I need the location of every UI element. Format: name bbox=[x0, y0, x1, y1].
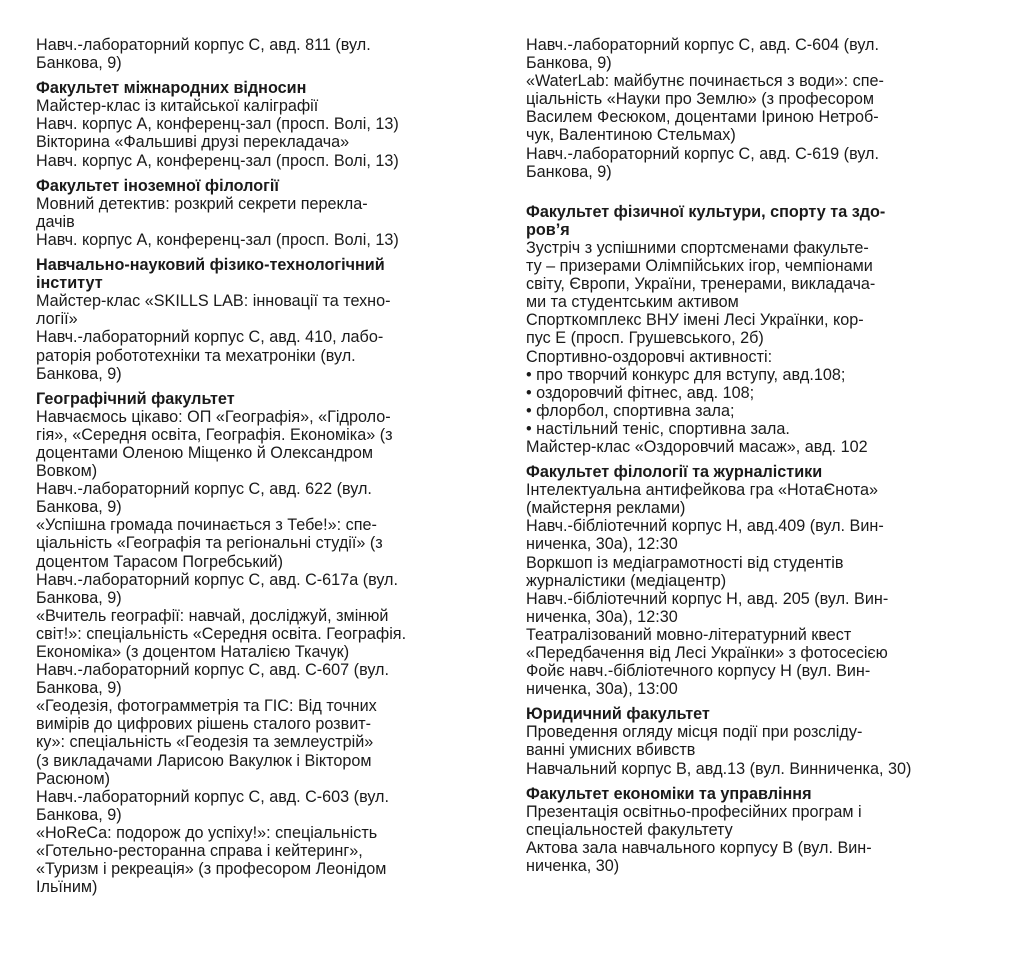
text-line: логії» bbox=[36, 310, 78, 329]
text-line: Навч.-лабораторний корпус С, авд. С-619 (вул. bbox=[526, 144, 880, 163]
section-heading: Факультет міжнародних відносин bbox=[36, 79, 307, 98]
text-line: Вікторина «Фальшиві друзі перекладача» bbox=[36, 133, 350, 152]
text-line: Банкова, 9) bbox=[526, 54, 612, 73]
section-block bbox=[36, 36, 504, 72]
text-line: чук, Валентиною Стельмах) bbox=[526, 126, 736, 145]
text-line: • флорбол, спортивна зала; bbox=[526, 401, 735, 420]
text-line: ниченка, 30а), 12:30 bbox=[526, 535, 678, 554]
text-line: Навчаємось цікаво: ОП «Географія», «Гідроло- bbox=[36, 407, 391, 426]
text-line: Василем Фесюком, доцентами Іриною Нетроб- bbox=[526, 108, 879, 127]
text-line: Навч.-лабораторний корпус С, авд. С-604 (вул. bbox=[526, 36, 880, 54]
section-heading: Навчально-науковий фізико-технологічний bbox=[36, 256, 385, 275]
text-line: «Передбачення від Лесі Українки» з фотосесією bbox=[526, 644, 888, 662]
section-heading: Географічний факультет bbox=[36, 389, 235, 408]
text-line: ціальність «Географія та регіональні студії» (з bbox=[36, 534, 383, 553]
text-line: «Готельно-ресторанна справа і кейтеринг», bbox=[36, 842, 363, 861]
text-line: Банкова, 9) bbox=[36, 498, 122, 517]
text-line: «HoReCa: подорож до успіху!»: спеціальність bbox=[36, 823, 378, 842]
text-line: світу, Європи, України, тренерами, викладача- bbox=[526, 275, 876, 294]
text-line: (з викладачами Ларисою Вакулюк і Віктором bbox=[36, 751, 372, 770]
text-line: Навчальний корпус В, авд.13 (вул. Винниченка, 30) bbox=[526, 759, 912, 778]
text-line: гія», «Середня освіта, Географія. Економіка» (з bbox=[36, 425, 393, 444]
text-line: ціальність «Науки про Землю» (з професором bbox=[526, 90, 875, 109]
section-heading: Юридичний факультет bbox=[526, 705, 710, 724]
text-line: ниченка, 30) bbox=[526, 857, 620, 876]
section-block bbox=[526, 36, 994, 181]
text-line: Проведення огляду місця події при розсліду- bbox=[526, 723, 863, 742]
text-line: Навч.-бібліотечний корпус Н, авд.409 (вул. Вин- bbox=[526, 517, 884, 536]
text-line: Зустріч з успішними спортсменами факульте- bbox=[526, 238, 869, 257]
section-heading: Факультет фізичної культури, спорту та здо- bbox=[526, 202, 886, 221]
section-block bbox=[36, 390, 504, 897]
text-line: Інтелектуальна антифейкова гра «НотаЄнота» bbox=[526, 481, 879, 500]
text-line: дачів bbox=[36, 212, 75, 231]
text-line: ниченка, 30а), 12:30 bbox=[526, 607, 678, 626]
text-line: Навч.-лабораторний корпус С, авд. 811 (вул. bbox=[36, 36, 371, 54]
text-line: ми та студентським активом bbox=[526, 293, 739, 312]
text-line: Навч. корпус А, конференц-зал (просп. Волі, 13) bbox=[36, 151, 399, 170]
text-line: пус Е (просп. Грушевського, 2б) bbox=[526, 329, 764, 348]
text-line: Навч. корпус А, конференц-зал (просп. Волі, 13) bbox=[36, 230, 399, 249]
text-line: вимірів до цифрових рішень сталого розвит- bbox=[36, 715, 372, 734]
text-line: Банкова, 9) bbox=[36, 54, 122, 73]
section-heading: Факультет філології та журналістики bbox=[526, 463, 823, 482]
text-line: Вовком) bbox=[36, 462, 98, 481]
text-line: «Геодезія, фотограмметрія та ГІС: Від точних bbox=[36, 697, 377, 716]
text-line: Спорткомплекс ВНУ імені Лесі Українки, кор- bbox=[526, 311, 864, 330]
right-column bbox=[526, 36, 994, 882]
section-block bbox=[36, 177, 504, 249]
text-line: Навч.-бібліотечний корпус Н, авд. 205 (вул. Вин- bbox=[526, 589, 889, 608]
text-line: Воркшоп із медіаграмотності від студентів bbox=[526, 553, 844, 572]
section-block bbox=[526, 785, 994, 875]
left-column bbox=[36, 36, 504, 903]
text-line: спеціальностей факультету bbox=[526, 820, 733, 839]
text-line: Банкова, 9) bbox=[526, 162, 612, 181]
text-line: • оздоровчий фітнес, авд. 108; bbox=[526, 383, 755, 402]
text-line: Презентація освітньо-професійних програм і bbox=[526, 802, 862, 821]
text-line: Майстер-клас із китайської каліграфії bbox=[36, 97, 319, 116]
text-line: • настільний теніс, спортивна зала. bbox=[526, 419, 790, 438]
text-line: ту – призерами Олімпійських ігор, чемпіонами bbox=[526, 257, 873, 276]
text-line: Театралізований мовно-літературний квест bbox=[526, 625, 852, 644]
text-line: Спортивно-оздоровчі активності: bbox=[526, 347, 773, 366]
text-line: Банкова, 9) bbox=[36, 805, 122, 824]
text-line: (майстерня реклами) bbox=[526, 499, 686, 518]
text-line: Навч. корпус А, конференц-зал (просп. Волі, 13) bbox=[36, 115, 399, 134]
text-line: раторія робототехніки та мехатроніки (вул. bbox=[36, 346, 356, 365]
text-line: Фойє навч.-бібліотечного корпусу Н (вул. Вин- bbox=[526, 662, 871, 681]
section-block bbox=[526, 463, 994, 698]
text-line: «WaterLab: майбутнє починається з води»: спе- bbox=[526, 72, 884, 91]
text-line: ку»: спеціальність «Геодезія та землеустрій» bbox=[36, 733, 374, 752]
text-line: Актова зала навчального корпусу В (вул. Вин- bbox=[526, 838, 872, 857]
section-block bbox=[36, 79, 504, 169]
text-line: доцентом Тарасом Погребський) bbox=[36, 552, 283, 571]
text-line: «Туризм і рекреація» (з професором Леонідом bbox=[36, 860, 387, 879]
text-line: Навч.-лабораторний корпус С, авд. С-617а (вул. bbox=[36, 570, 399, 589]
text-line: Мовний детектив: розкрий секрети перекла- bbox=[36, 194, 368, 213]
text-line: Майстер-клас «Оздоровчий масаж», авд. 102 bbox=[526, 437, 868, 456]
section-heading-continued: інститут bbox=[36, 274, 103, 293]
text-line: Навч.-лабораторний корпус С, авд. С-607 (вул. bbox=[36, 661, 390, 680]
text-line: журналістики (медіацентр) bbox=[526, 571, 727, 590]
text-line: Навч.-лабораторний корпус С, авд. С-603 (вул. bbox=[36, 787, 390, 806]
text-line: Економіка» (з доцентом Наталією Ткачук) bbox=[36, 643, 350, 661]
text-line: Навч.-лабораторний корпус С, авд. 410, лабо- bbox=[36, 328, 384, 347]
text-line: • про творчий конкурс для вступу, авд.108; bbox=[526, 365, 846, 384]
text-line: світ!»: спеціальність «Середня освіта. Географія. bbox=[36, 624, 407, 643]
text-line: ванні умисних вбивств bbox=[526, 741, 696, 760]
section-block bbox=[526, 203, 994, 456]
text-line: «Вчитель географії: навчай, досліджуй, змінюй bbox=[36, 606, 389, 625]
text-line: доцентами Оленою Міщенко й Олександром bbox=[36, 443, 374, 462]
text-line: Банкова, 9) bbox=[36, 588, 122, 607]
text-line: «Успішна громада починається з Тебе!»: спе- bbox=[36, 516, 377, 535]
text-line: Навч.-лабораторний корпус С, авд. 622 (вул. bbox=[36, 480, 372, 499]
section-block bbox=[36, 256, 504, 383]
text-line: Ільїним) bbox=[36, 878, 98, 897]
text-line: Майстер-клас «SKILLS LAB: інновації та техно- bbox=[36, 292, 391, 311]
text-line: ниченка, 30а), 13:00 bbox=[526, 680, 678, 699]
text-line: Расюном) bbox=[36, 769, 110, 788]
text-line: Банкова, 9) bbox=[36, 679, 122, 698]
section-heading: Факультет економіки та управління bbox=[526, 784, 812, 803]
text-line: Банкова, 9) bbox=[36, 364, 122, 383]
section-block bbox=[526, 705, 994, 777]
section-heading: Факультет іноземної філології bbox=[36, 176, 279, 195]
section-heading-continued: ров’я bbox=[526, 220, 570, 239]
